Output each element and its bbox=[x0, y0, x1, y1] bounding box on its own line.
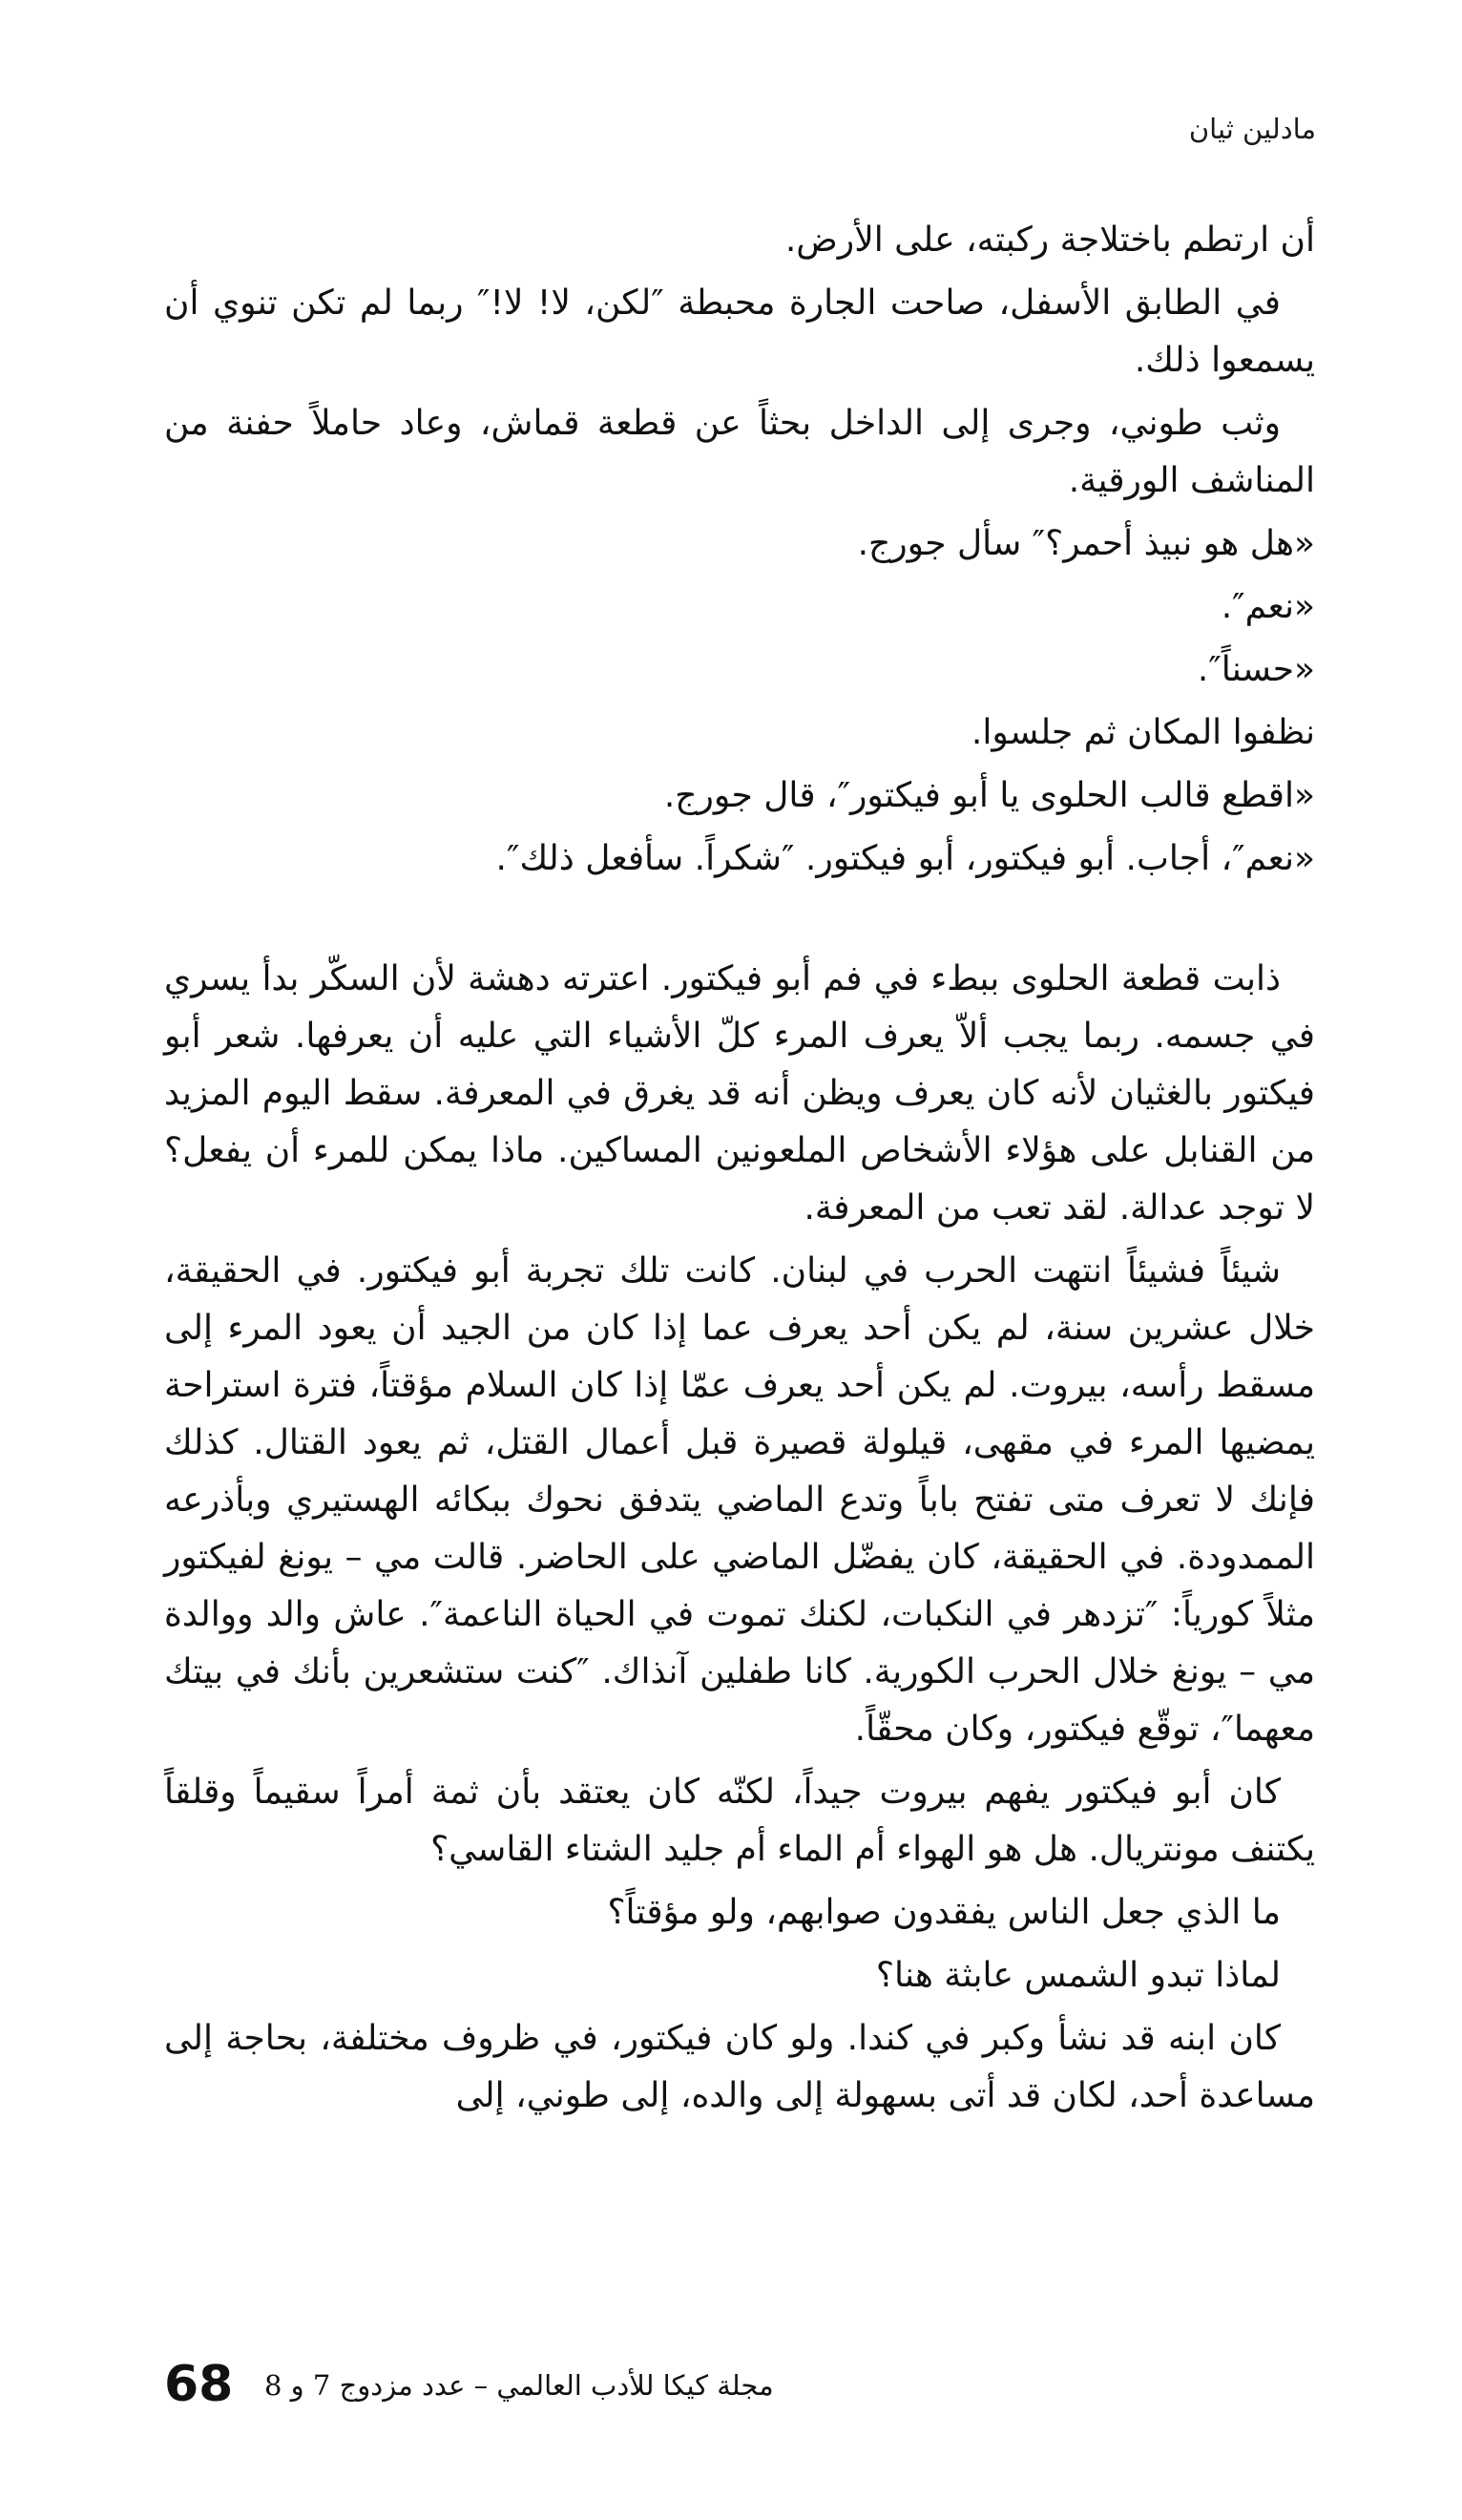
dialogue-line-1: «هل هو نبيذ أحمر؟″ سأل جورج. bbox=[857, 524, 1315, 563]
paragraph-2: في الطابق الأسفل، صاحت الجارة محبطة ″لكن، لا! لا!″ ربما لم تكن تنوي أن يسمعوا ذلك. bbox=[164, 284, 1315, 380]
paragraph-8: ما الذي جعل الناس يفقدون صوابهم، ولو مؤقتاً؟ bbox=[607, 1893, 1281, 1932]
body-text bbox=[164, 212, 1315, 2131]
paragraph-3: وثب طوني، وجرى إلى الداخل بحثاً عن قطعة قماش، وعاد حاملاً حفنة من المناشف الورقية. bbox=[164, 404, 1315, 500]
dialogue-line-3: «حسناً″. bbox=[1197, 650, 1315, 689]
running-head-author: مادلين ثيان bbox=[1188, 113, 1316, 145]
section-break bbox=[164, 893, 1315, 951]
dialogue-line-4: «اقطع قالب الحلوى يا أبو فيكتور″، قال جورج. bbox=[663, 776, 1315, 815]
paragraph-4: نظفوا المكان ثم جلسوا. bbox=[971, 713, 1315, 752]
dialogue-line-5: «نعم″، أجاب. أبو فيكتور، أبو فيكتور. ″شكراً. سأفعل ذلك″. bbox=[495, 839, 1315, 878]
paragraph-10: كان ابنه قد نشأ وكبر في كندا. ولو كان فيكتور، في ظروف مختلفة، بحاجة إلى مساعدة أحد، لكان قد أتى بسهولة إلى والده، إلى طوني، إلى bbox=[164, 2019, 1315, 2115]
paragraph-7: كان أبو فيكتور يفهم بيروت جيداً، لكنّه كان يعتقد بأن ثمة أمراً سقيماً وقلقاً يكتنف مونتريال. هل هو الهواء أم الماء أم جليد الشتاء القاسي؟ bbox=[164, 1773, 1315, 1869]
paragraph-9: لماذا تبدو الشمس عابثة هنا؟ bbox=[875, 1956, 1281, 1995]
paragraph-1: أن ارتطم باختلاجة ركبته، على الأرض. bbox=[784, 220, 1315, 260]
paragraph-6: شيئاً فشيئاً انتهت الحرب في لبنان. كانت تلك تجربة أبو فيكتور. في الحقيقة، خلال عشرين سنة، لم يكن أحد يعرف عما إذا كان من الجيد أن يعود المرء إلى مسقط رأسه، بيروت. لم يكن أحد يعرف عمّا إذا كان السلام مؤقتاً، فترة استراحة يمضيها المرء في مقهى، قيلولة قصيرة قبل أعمال القتل، ثم يعود القتال. كذلك فإنك لا تعرف متى تفتح باباً وتدع الماضي يتدفق نحوك ببكائه الهستيري وبأذرعه الممدودة. في الحقيقة، كان يفضّل الماضي على الحاضر. قالت مي – يونغ لفيكتور مثلاً كورياً: ″تزدهر في النكبات، لكنك تموت في الحياة الناعمة″. عاش والد ووالدة مي – يونغ خلال الحرب الكورية. كانا طفلين آنذاك. ″كنت ستشعرين بأنك في بيتك معهما″، توقّع فيكتور، وكان محقّاً. bbox=[164, 1251, 1315, 1749]
paragraph-5: ذابت قطعة الحلوى ببطء في فم أبو فيكتور. اعترته دهشة لأن السكّر بدأ يسري في جسمه. ربما يجب ألاّ يعرف المرء كلّ الأشياء التي عليه أن يعرفها. شعر أبو فيكتور بالغثيان لأنه كان يعرف ويظن أنه قد يغرق في المعرفة. سقط اليوم المزيد من القنابل على هؤلاء الأشخاص الملعونين المساكين. ماذا يمكن للمرء أن يفعل؟ لا توجد عدالة. لقد تعب من المعرفة. bbox=[164, 959, 1315, 1228]
dialogue-line-2: «نعم″. bbox=[1221, 587, 1315, 626]
page-number: 68 bbox=[164, 2356, 234, 2413]
journal-title: مجلة كيكا للأدب العالمي – عدد مزدوج 7 و 8 bbox=[264, 2369, 774, 2402]
page-footer bbox=[164, 2356, 1315, 2423]
